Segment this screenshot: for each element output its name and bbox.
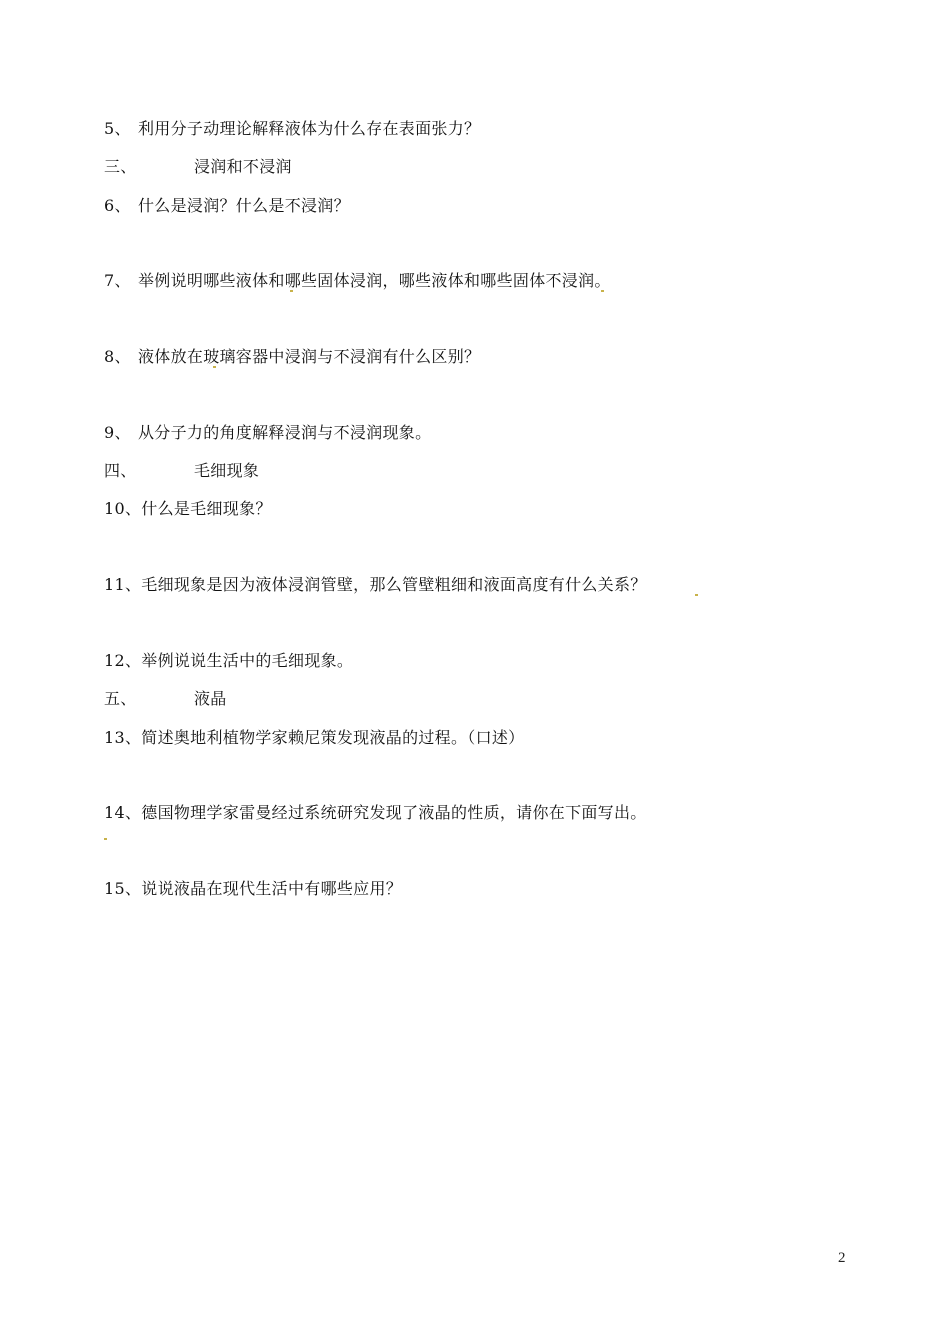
question-text: 什么是浸润？什么是不浸润？ bbox=[138, 196, 350, 215]
question-text: 利用分子动理论解释液体为什么存在表面张力？ bbox=[138, 119, 481, 138]
stray-mark bbox=[213, 366, 216, 368]
question-number: 8、 bbox=[104, 347, 131, 366]
section-title: 浸润和不浸润 bbox=[194, 157, 292, 176]
question-text: 毛细现象是因为液体浸润管壁，那么管壁粗细和液面高度有什么关系？ bbox=[141, 575, 647, 594]
question-14 bbox=[104, 802, 647, 824]
question-number: 15、 bbox=[104, 879, 142, 898]
question-13 bbox=[104, 727, 524, 749]
question-8 bbox=[104, 346, 480, 368]
section-title: 毛细现象 bbox=[194, 461, 260, 480]
section-heading-5 bbox=[104, 688, 227, 710]
question-text: 简述奥地利植物学家赖尼策发现液晶的过程。（口述） bbox=[141, 728, 525, 747]
section-title: 液晶 bbox=[194, 689, 227, 708]
question-text: 德国物理学家雷曼经过系统研究发现了液晶的性质，请你在下面写出。 bbox=[141, 803, 647, 822]
stray-mark bbox=[104, 838, 107, 840]
question-number: 9、 bbox=[104, 423, 131, 442]
stray-mark bbox=[695, 594, 698, 596]
question-9 bbox=[104, 422, 431, 444]
question-number: 6、 bbox=[104, 196, 131, 215]
question-7 bbox=[104, 270, 611, 292]
page-number: 2 bbox=[838, 1250, 846, 1266]
question-15 bbox=[104, 878, 402, 900]
stray-mark bbox=[290, 290, 293, 292]
question-12 bbox=[104, 650, 353, 672]
question-text: 说说液晶在现代生活中有哪些应用？ bbox=[141, 879, 403, 898]
stray-mark bbox=[601, 290, 604, 292]
question-text: 液体放在玻璃容器中浸润与不浸润有什么区别？ bbox=[138, 347, 481, 366]
question-6 bbox=[104, 195, 350, 217]
section-number: 四、 bbox=[104, 461, 137, 480]
section-number: 三、 bbox=[104, 157, 137, 176]
section-heading-4 bbox=[104, 460, 259, 482]
question-number: 14、 bbox=[104, 803, 142, 822]
section-heading-3 bbox=[104, 156, 292, 178]
question-11 bbox=[104, 574, 647, 596]
question-text: 什么是毛细现象？ bbox=[141, 499, 272, 518]
question-number: 13、 bbox=[104, 728, 142, 747]
question-10 bbox=[104, 498, 272, 520]
question-text: 举例说明哪些液体和哪些固体浸润，哪些液体和哪些固体不浸润。 bbox=[138, 271, 611, 290]
question-number: 12、 bbox=[104, 651, 142, 670]
question-number: 10、 bbox=[104, 499, 142, 518]
section-number: 五、 bbox=[104, 689, 137, 708]
question-text: 举例说说生活中的毛细现象。 bbox=[141, 651, 354, 670]
question-number: 5、 bbox=[104, 119, 131, 138]
question-5 bbox=[104, 118, 480, 140]
question-number: 7、 bbox=[104, 271, 131, 290]
question-text: 从分子力的角度解释浸润与不浸润现象。 bbox=[138, 423, 432, 442]
question-number: 11、 bbox=[104, 575, 142, 594]
